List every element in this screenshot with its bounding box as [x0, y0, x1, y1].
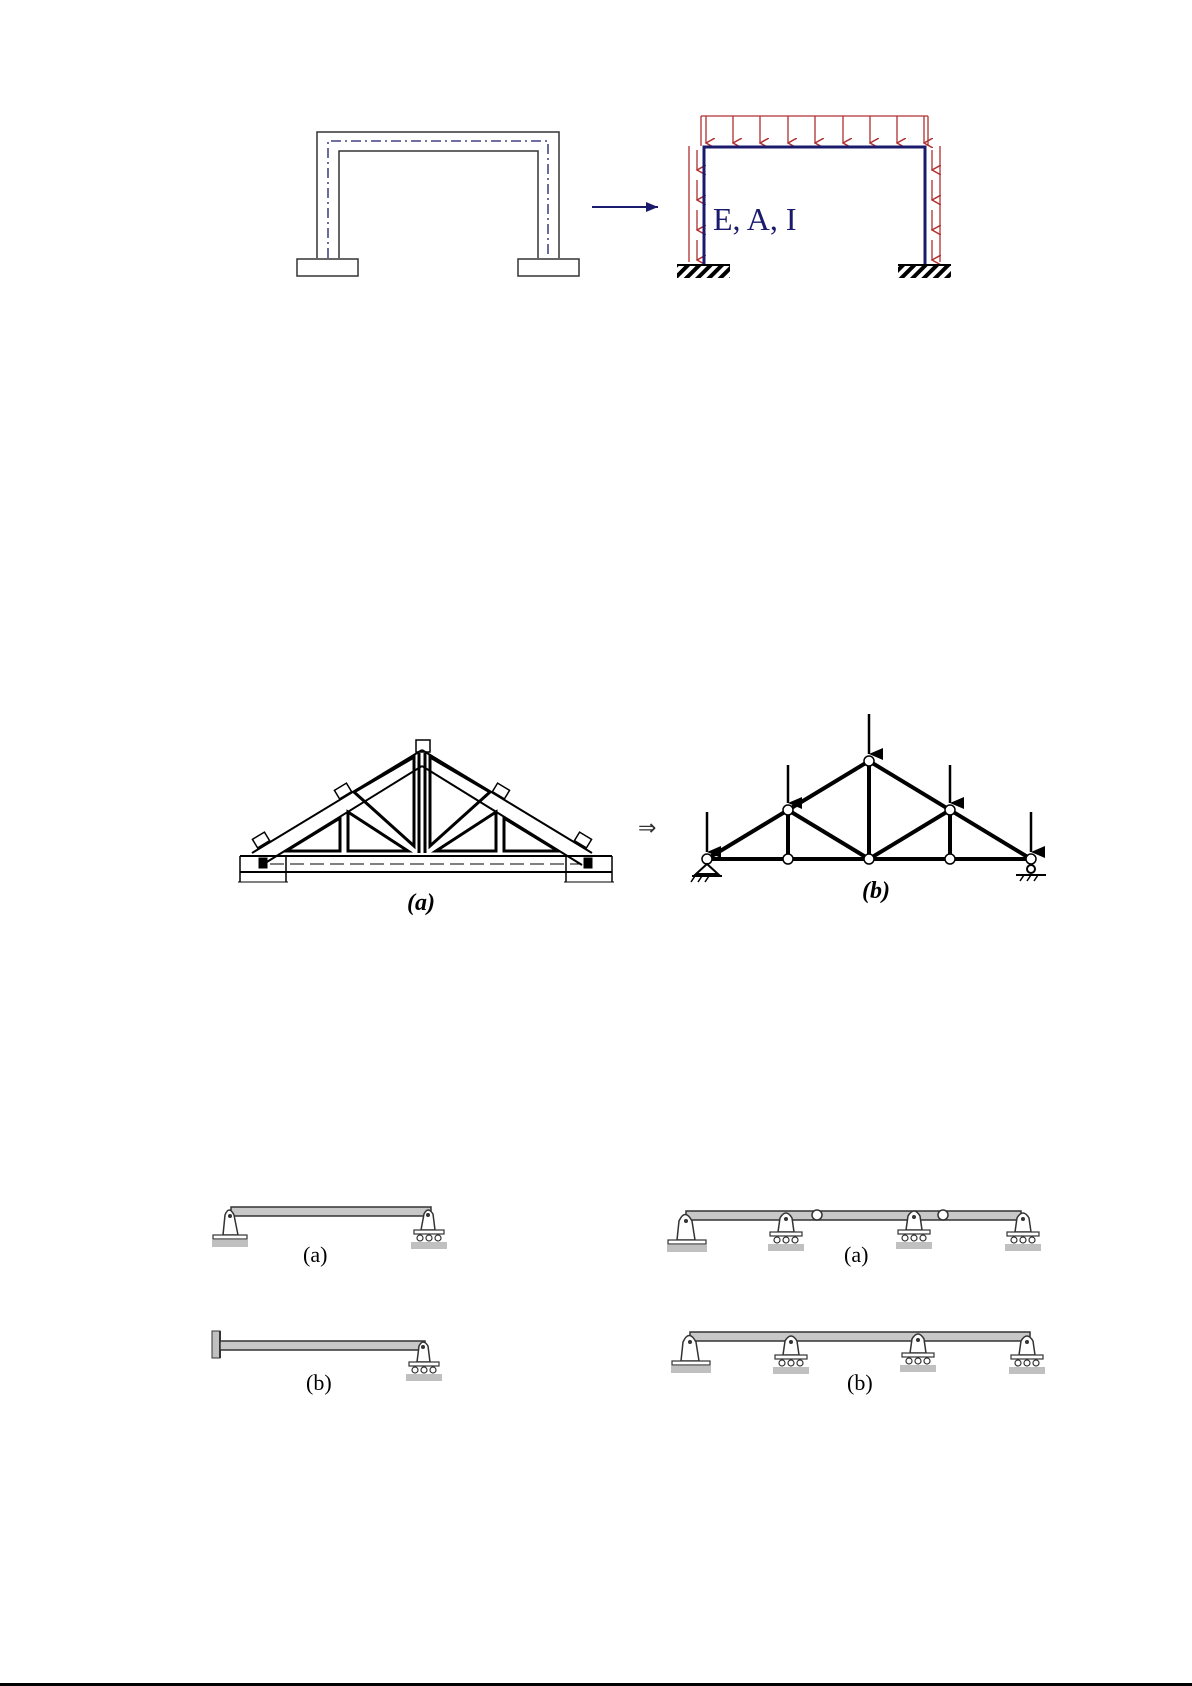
transform-symbol: ⇒ [638, 816, 657, 841]
propped-cantilever-label: (b) [306, 1370, 332, 1395]
figure2-real-truss [238, 740, 614, 882]
figure3-simple-beam [212, 1207, 447, 1249]
figure3-continuous-beam [671, 1332, 1045, 1374]
figure1-real-frame [297, 132, 579, 276]
internal-hinge [938, 1210, 948, 1220]
simple-beam-label: (a) [303, 1242, 328, 1267]
internal-hinge [812, 1210, 822, 1220]
truss-pin-support [691, 864, 722, 882]
truss-model-label: (b) [862, 878, 890, 904]
top-distributed-load [706, 116, 924, 143]
figure2-truss-model [691, 714, 1046, 882]
figure1-calc-model [677, 116, 951, 278]
truss-roller-support [1016, 865, 1046, 881]
right-footing [518, 259, 579, 276]
section-properties-label: E, A, I [713, 201, 797, 237]
right-fixed-support [898, 265, 951, 278]
truss-real-label: (a) [407, 890, 435, 916]
continuous-beam-label: (b) [847, 1370, 873, 1395]
left-fixed-support [677, 265, 730, 278]
hinged-beam-label: (a) [844, 1242, 869, 1267]
left-footing [297, 259, 358, 276]
